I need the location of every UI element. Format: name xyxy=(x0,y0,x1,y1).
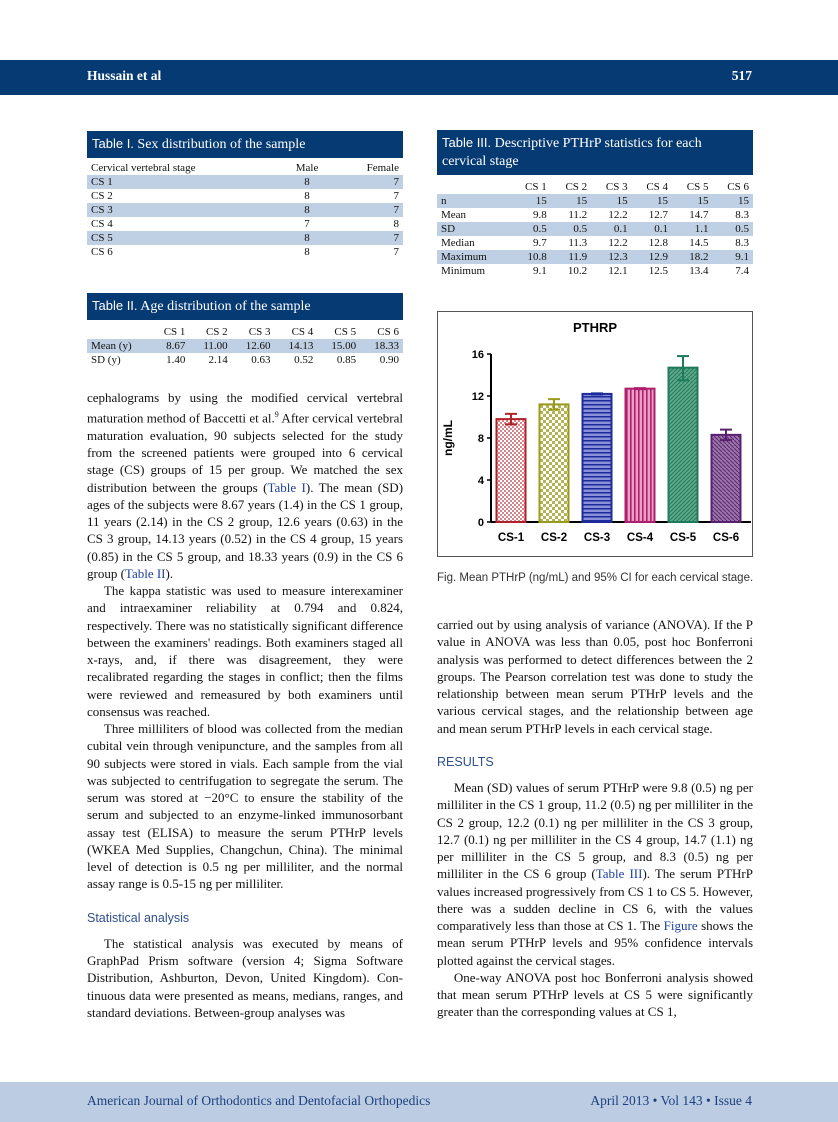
table-cell: 11.9 xyxy=(551,250,591,264)
table-cell: 10.8 xyxy=(510,250,550,264)
table-cell: 7.4 xyxy=(735,265,749,277)
table-cell: 7 xyxy=(393,246,399,258)
table-title: Sex distribution of the sample xyxy=(137,137,306,152)
x-tick-label: CS-1 xyxy=(497,532,525,544)
text-run: After cervical vertebral maturation evaluation, 90 subjects selected for the study from the screened patients were grouped into 6 cervical stage (CS) groups of 15 per group. We matched the sex distribution between the groups ( xyxy=(87,410,403,495)
table-cell: 15 xyxy=(551,194,591,208)
column-header xyxy=(437,180,510,194)
table-cell: 8 xyxy=(281,175,334,189)
table-cell: 15 xyxy=(510,194,550,208)
bar-cs-4 xyxy=(626,389,655,522)
table-header-row xyxy=(87,325,403,339)
chart-title: PTHRP xyxy=(572,320,618,335)
table-cell: 0.85 xyxy=(336,354,357,366)
y-tick-label: 0 xyxy=(477,517,484,529)
text-run: ). The serum PTHrP values increased progressively from CS 1 to CS 5. However, there was a sudden decline in CS 6, with the values comparatively less than those at CS 1. The xyxy=(437,866,753,933)
table-cell: 12.2 xyxy=(608,237,628,249)
left-column-text xyxy=(87,389,403,1021)
table-row xyxy=(87,175,403,189)
section-heading: RESULTS xyxy=(437,754,494,769)
table-title: Descriptive PTHrP statistics for each cervical stage xyxy=(442,136,702,169)
table-row xyxy=(87,217,403,231)
cross-reference-link[interactable]: Table II xyxy=(124,565,166,581)
paragraph xyxy=(437,616,753,737)
y-axis-label: ng/mL xyxy=(441,420,455,456)
y-tick-label: 8 xyxy=(477,433,484,445)
table-cell: Median xyxy=(441,237,475,249)
table-cell: 1.1 xyxy=(672,222,712,236)
table-cell: 0.5 xyxy=(510,222,550,236)
column-header: CS 3 xyxy=(248,326,271,338)
table-2-title xyxy=(87,293,403,320)
text-run: Three milliliters of blood was collected from the median cubital vein through venipuncture, and the samples from all 90 subjects were stored in vials. Each sample from the vial was subjected to centrifugation to segregate the serum. The serum was stored at −20°C to ensure the stability of the serum and subjected to an enzyme-linked immunosorbant assay test (ELISA) to measure the serum PTHrP levels (WKEA Med Supplies, Changchun, China). The minimal level of detection is 0.5 ng per milliliter, and the normal assay range is 0.5-15 ng per milliliter. xyxy=(87,721,403,892)
table-cell: 2.14 xyxy=(208,354,228,366)
table-1-title xyxy=(87,131,403,158)
column-header: Male xyxy=(295,162,319,174)
table-cell: 0.1 xyxy=(591,222,631,236)
x-tick-label: CS-3 xyxy=(583,532,611,544)
table-cell: CS 3 xyxy=(87,203,281,217)
table-row xyxy=(87,245,403,259)
table-cell: CS 1 xyxy=(87,175,281,189)
table-row xyxy=(437,208,753,222)
table-3-title xyxy=(437,130,753,175)
table-cell: CS 4 xyxy=(91,218,113,230)
text-run: Mean (SD) values of serum PTHrP were 9.8 (0.5) ng per milliliter in the CS 1 group, 11.2 (0.5) ng per milliliter in the CS 2 group, 12.2 (0.1) ng per milliliter in the CS 3 group, 12.7 (0.1) ng per milliliter in the CS 4 group, 14.7 (1.1) ng per milliliter in the CS 5 group, and 8.3 (0.5) ng per milliliter in the CS 6 group ( xyxy=(437,780,753,882)
table-cell: 18.2 xyxy=(672,250,712,264)
table-label: Table II. xyxy=(92,298,138,313)
bar-cs-1 xyxy=(497,419,526,522)
table-cell: Maximum xyxy=(437,250,510,264)
table-cell: Mean (y) xyxy=(87,339,151,353)
bar-cs-5 xyxy=(669,368,698,522)
text-run: cephalograms by using the modified cervical vertebral maturation method of Baccetti et al. xyxy=(87,390,403,426)
figure-caption: Fig. Mean PTHrP (ng/mL) and 95% CI for each cervical stage. xyxy=(437,572,754,584)
table-cell: 18.33 xyxy=(360,339,403,353)
running-footer xyxy=(0,1082,838,1122)
table-cell: 0.63 xyxy=(251,354,271,366)
table-cell: 8.67 xyxy=(151,339,190,353)
table-cell: 8.3 xyxy=(735,209,749,221)
table-row xyxy=(87,231,403,245)
table-cell: 12.60 xyxy=(232,339,275,353)
table-cell: 12.1 xyxy=(608,265,628,277)
table-cell: 7 xyxy=(333,175,403,189)
paragraph xyxy=(87,720,403,893)
pthrp-chart-svg xyxy=(438,312,752,556)
page-number: 517 xyxy=(731,68,752,83)
table-cell: 7 xyxy=(304,218,310,230)
x-tick-label: CS-4 xyxy=(626,532,654,544)
column-header: CS 5 xyxy=(334,326,357,338)
y-tick-label: 16 xyxy=(471,349,484,361)
table-row xyxy=(87,189,403,203)
text-run: The kappa statistic was used to measure interexaminer and intraexaminer reliability at 0.794 and 0.824, respectively. There was no statistically significant difference between the examiners' readings. Both examiners staged all x-rays, and, if there was disagreement, they were recalibrated regarding the stages in conflict; then the films were reviewed and remeasured by both examiners until consensus was reached. xyxy=(87,583,403,719)
column-header xyxy=(87,325,151,339)
table-cell: 8 xyxy=(281,231,334,245)
table-cell: 8 xyxy=(304,246,310,258)
table-cell: 7 xyxy=(333,203,403,217)
column-header: CS 1 xyxy=(163,326,186,338)
table-cell: 0.90 xyxy=(379,354,399,366)
text-run: ). The mean (SD) ages of the subjects were 8.67 years (1.4) in the CS 1 group, 11 years (2.14) in the CS 2 group, 12.6 years (0.63) in the CS 3 group, 14.13 years (0.52) in the CS 4 group, 15 years (0.85) in the CS 5 group, and 18.33 years (0.9) in the CS 6 group ( xyxy=(87,479,404,581)
table-2 xyxy=(87,293,403,367)
table-title: Age distribution of the sample xyxy=(140,299,311,314)
table-cell: 8 xyxy=(281,203,334,217)
table-cell: 0.52 xyxy=(294,354,314,366)
table-header-row xyxy=(87,161,403,175)
table-cell: 13.4 xyxy=(689,265,709,277)
table-cell: CS 5 xyxy=(87,231,281,245)
text-run: shows the mean serum PTHrP levels and 95% confidence intervals plotted against the cervical stages. xyxy=(437,918,753,968)
table-cell: 0.5 xyxy=(712,222,753,236)
bar-cs-2 xyxy=(540,404,569,522)
section-heading: Statistical analysis xyxy=(87,910,190,925)
x-tick-label: CS-5 xyxy=(669,532,697,544)
running-header xyxy=(0,60,838,95)
bar-cs-3 xyxy=(583,394,612,522)
table-cell: Minimum xyxy=(441,265,486,277)
table-cell: CS 2 xyxy=(91,190,113,202)
column-header: CS 6 xyxy=(377,326,399,338)
table-cell: 11.00 xyxy=(189,339,231,353)
y-tick-label: 4 xyxy=(477,475,484,487)
column-header: CS 1 xyxy=(525,181,547,193)
table-cell: n xyxy=(437,194,510,208)
table-cell: 9.7 xyxy=(532,237,547,249)
table-cell: 15 xyxy=(632,194,672,208)
journal-name: American Journal of Orthodontics and Dentofacial Orthopedics xyxy=(87,1093,431,1108)
column-header: Cervical vertebral stage xyxy=(91,162,196,174)
table-cell: CS 6 xyxy=(91,246,113,258)
cross-reference-link[interactable]: Figure xyxy=(663,918,698,933)
column-header: CS 5 xyxy=(686,181,709,193)
table-cell: 9.8 xyxy=(532,209,547,221)
pthrp-chart xyxy=(437,311,753,557)
table-row xyxy=(437,194,753,208)
table-cell: 15.00 xyxy=(317,339,360,353)
table-cell: 12.3 xyxy=(591,250,631,264)
table-cell: 1.40 xyxy=(166,354,186,366)
table-row xyxy=(87,339,403,353)
table-cell: 12.9 xyxy=(632,250,672,264)
table-cell: 0.5 xyxy=(551,222,591,236)
table-cell: 14.7 xyxy=(689,209,709,221)
table-cell: 14.13 xyxy=(275,339,318,353)
table-cell: 15 xyxy=(712,194,753,208)
column-header: CS 2 xyxy=(205,326,228,338)
table-cell: 12.2 xyxy=(608,209,628,221)
table-cell: 8 xyxy=(304,190,310,202)
table-cell: 7 xyxy=(333,231,403,245)
table-cell: 8 xyxy=(393,218,399,230)
column-header: CS 4 xyxy=(646,181,669,193)
table-label: Table I. xyxy=(92,136,134,151)
table-cell: 12.8 xyxy=(648,237,669,249)
table-cell: 15 xyxy=(591,194,631,208)
table-cell: 10.2 xyxy=(567,265,588,277)
table-cell: 14.5 xyxy=(689,237,709,249)
table-cell: 8.3 xyxy=(735,237,749,249)
table-cell: 0.1 xyxy=(632,222,672,236)
x-tick-label: CS-6 xyxy=(712,532,740,544)
x-tick-label: CS-2 xyxy=(540,532,568,544)
issue-info: April 2013 • Vol 143 • Issue 4 xyxy=(590,1093,752,1108)
text-run: carried out by using analysis of variance (ANOVA). If the P value in ANOVA was less than 0.05, post hoc Bonferroni analysis was performed to detect differences between the 2 groups. The Pearson correlation test was done to study the relationship between mean serum PTHrP levels and the various cervical stages, and the relationship between age and mean serum PTHrP levels in each cervical stage. xyxy=(437,617,753,736)
table-row xyxy=(437,222,753,236)
y-tick-label: 12 xyxy=(471,391,484,403)
table-3 xyxy=(437,130,753,278)
column-header: CS 3 xyxy=(605,181,628,193)
paragraph xyxy=(87,582,403,720)
paragraph xyxy=(437,969,753,1021)
cross-reference-link[interactable]: Table I xyxy=(267,479,306,495)
table-cell: 11.3 xyxy=(568,237,588,249)
text-run: One-way ANOVA post hoc Bonferroni analysis showed that mean serum PTHrP levels at CS 5 were significantly greater than the corresponding values at CS 1, xyxy=(437,969,753,1020)
cross-reference-link[interactable]: Table III xyxy=(595,866,643,882)
table-1 xyxy=(87,131,403,259)
table-cell: 12.7 xyxy=(648,209,669,221)
header-authors: Hussain et al xyxy=(87,68,162,83)
bar-cs-6 xyxy=(712,435,741,522)
column-header: CS 6 xyxy=(727,181,749,193)
table-row xyxy=(87,353,403,367)
table-row xyxy=(437,250,753,264)
text-run: The statistical analysis was executed by means of GraphPad Prism software (version 4; Sigma Software Distribution, Ashburton, Devon, United Kingdom). Continuous data were presented as means, medians, ranges, and standard deviations. Between-group analyses was xyxy=(87,935,403,1020)
text-run: ). xyxy=(165,565,174,581)
column-header: CS 2 xyxy=(565,181,588,193)
right-column-text xyxy=(437,616,753,1021)
paragraph xyxy=(87,935,403,1021)
table-row xyxy=(87,203,403,217)
paragraph xyxy=(437,779,753,969)
table-cell: 11.2 xyxy=(568,209,588,221)
table-cell: 9.1 xyxy=(532,265,547,277)
table-cell: SD xyxy=(437,222,510,236)
citation-superscript: 9 xyxy=(274,410,279,420)
column-header: CS 4 xyxy=(291,326,314,338)
table-label: Table III. xyxy=(442,135,492,150)
table-header-row xyxy=(437,180,753,194)
table-cell: SD (y) xyxy=(91,354,121,366)
table-cell: Mean xyxy=(441,209,467,221)
table-cell: 9.1 xyxy=(712,250,753,264)
table-row xyxy=(437,236,753,250)
table-cell: 12.5 xyxy=(648,265,669,277)
table-cell: 15 xyxy=(672,194,712,208)
table-row xyxy=(437,264,753,278)
column-header: Female xyxy=(366,162,399,174)
paragraph xyxy=(87,389,403,582)
table-cell: 7 xyxy=(393,190,399,202)
